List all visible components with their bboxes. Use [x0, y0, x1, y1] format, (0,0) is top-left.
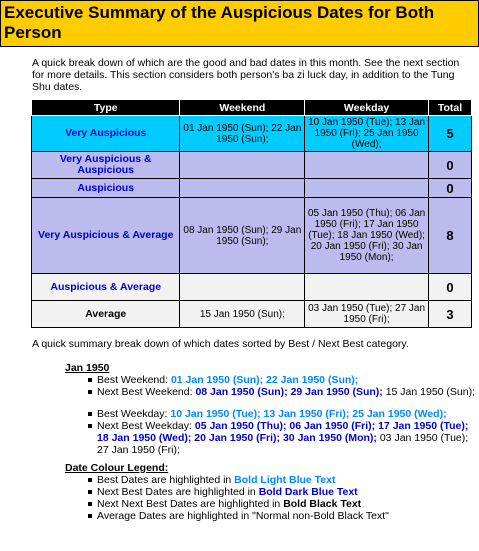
- legend-item: [97, 498, 479, 510]
- row-weekend: [180, 152, 305, 179]
- row-weekend: [180, 274, 305, 301]
- row-total: 3: [428, 301, 471, 328]
- legend-item: [97, 510, 479, 522]
- legend-label: Bold Black Text: [283, 498, 362, 510]
- row-weekend: [180, 179, 305, 198]
- table-row: [32, 116, 472, 152]
- best-weekend-dates: 01 Jan 1950 (Sun); 22 Jan 1950 (Sun);: [170, 374, 359, 386]
- list-item: [97, 374, 479, 386]
- legend-list: [0, 474, 479, 522]
- row-weekday: [305, 179, 429, 198]
- row-total: 0: [428, 274, 471, 301]
- table-row: [32, 198, 472, 274]
- row-weekend: 08 Jan 1950 (Sun); 29 Jan 1950 (Sun);: [180, 198, 305, 274]
- legend-prefix: Best Dates are highlighted in: [97, 474, 232, 486]
- row-weekday: [305, 274, 429, 301]
- summary-intro-text: A quick summary break down of which dates sorted by Best / Next Best category.: [32, 338, 409, 350]
- best-weekday-dates: 10 Jan 1950 (Tue); 13 Jan 1950 (Fri); 25 Jan 1950 (Wed);: [170, 408, 447, 420]
- legend-item: [97, 486, 479, 498]
- row-total: 8: [428, 198, 471, 274]
- table-row: [32, 274, 472, 301]
- row-weekday: [305, 152, 429, 179]
- row-weekday: 05 Jan 1950 (Thu); 06 Jan 1950 (Fri); 17 Jan 1950 (Tue); 18 Jan 1950 (Wed); 20 Jan 1950 (Fri); 30 Jan 1950 (Mon);: [305, 198, 429, 274]
- row-weekday: 03 Jan 1950 (Tue); 27 Jan 1950 (Fri);: [305, 301, 429, 328]
- row-total: 0: [428, 179, 471, 198]
- row-total: 0: [428, 152, 471, 179]
- row-type: Very Auspicious & Average: [32, 198, 180, 274]
- table-row: [32, 179, 472, 198]
- legend-title: Date Colour Legend:: [65, 462, 169, 474]
- col-header-type: Type: [32, 100, 180, 116]
- row-type: Auspicious: [32, 179, 180, 198]
- col-header-weekday: Weekday: [305, 100, 429, 116]
- table-row: [32, 301, 472, 328]
- next-best-weekday-label: Next Best Weekday:: [97, 420, 192, 432]
- legend-label: "Normal non-Bold Black Text": [252, 510, 389, 522]
- row-weekend: 01 Jan 1950 (Sun); 22 Jan 1950 (Sun);: [180, 116, 305, 152]
- row-type: Very Auspicious & Auspicious: [32, 152, 180, 179]
- legend-label: Bold Dark Blue Text: [258, 486, 358, 498]
- row-type: Very Auspicious: [32, 116, 180, 152]
- list-item: [97, 408, 479, 420]
- list-item: [97, 420, 479, 456]
- legend-prefix: Next Best Dates are highlighted in: [97, 486, 256, 498]
- summary-table: [31, 99, 472, 328]
- month-heading: Jan 1950: [65, 362, 110, 374]
- row-weekend: 15 Jan 1950 (Sun);: [180, 301, 305, 328]
- table-row: [32, 152, 472, 179]
- list-item: [97, 386, 479, 398]
- table-header-row: [32, 100, 472, 116]
- intro-text: A quick break down of which are the good and bad dates in this month. See the next section for more details. This section considers both person's ba zi luck day, in addition to the Tung Shu dates.: [32, 57, 460, 93]
- row-type: Average: [32, 301, 180, 328]
- weekday-dates-list: [0, 408, 479, 456]
- legend-prefix: Next Next Best Dates are highlighted in: [97, 498, 281, 510]
- next-best-weekday-extra: 03 Jan 1950 (Tue); 27 Jan 1950 (Fri);: [97, 432, 469, 456]
- row-type: Auspicious & Average: [32, 274, 180, 301]
- legend-item: [97, 474, 479, 486]
- row-total: 5: [428, 116, 471, 152]
- page-title: Executive Summary of the Auspicious Dates for Both Person: [0, 0, 479, 47]
- legend-prefix: Average Dates are highlighted in: [97, 510, 250, 522]
- next-best-weekend-label: Next Best Weekend:: [97, 386, 193, 398]
- row-weekday: 10 Jan 1950 (Tue); 13 Jan 1950 (Fri); 25 Jan 1950 (Wed);: [305, 116, 429, 152]
- best-dates-list: [0, 374, 479, 398]
- col-header-weekend: Weekend: [180, 100, 305, 116]
- best-weekend-label: Best Weekend:: [97, 374, 169, 386]
- next-best-weekend-dates: 08 Jan 1950 (Sun); 29 Jan 1950 (Sun);: [195, 386, 383, 398]
- legend-label: Bold Light Blue Text: [234, 474, 336, 486]
- next-best-weekend-extra: 15 Jan 1950 (Sun);: [385, 386, 476, 398]
- best-weekday-label: Best Weekday:: [97, 408, 168, 420]
- next-best-weekday-dates: 05 Jan 1950 (Thu); 06 Jan 1950 (Fri); 17 Jan 1950 (Tue); 18 Jan 1950 (Wed); 20 Jan 1950 (Fri); 30 Jan 1950 (Mon);: [97, 420, 469, 444]
- col-header-total: Total: [428, 100, 471, 116]
